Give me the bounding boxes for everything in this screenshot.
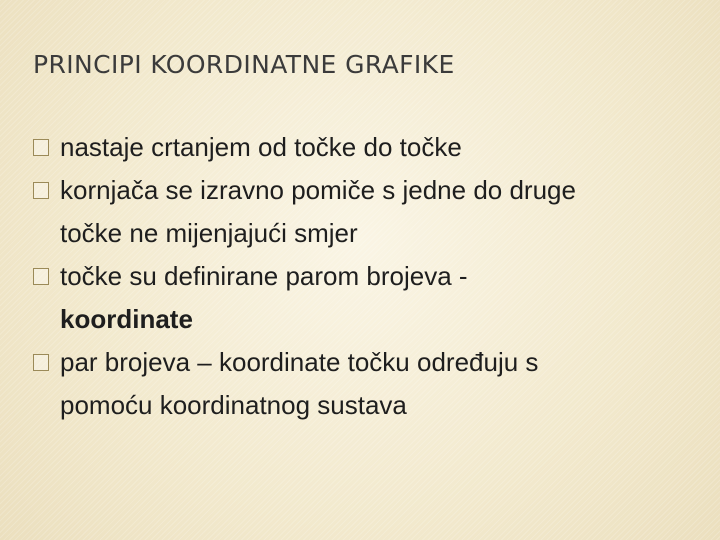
bullet-item xyxy=(33,341,703,427)
bullet-text-continuation: točke ne mijenjajući smjer xyxy=(60,218,358,248)
bullet-list xyxy=(33,126,703,427)
bullet-marker-icon xyxy=(33,354,49,371)
bullet-text: par brojeva – koordinate točku određuju s xyxy=(60,347,539,377)
bullet-text: točke su definirane parom brojeva - xyxy=(60,261,468,291)
bullet-item xyxy=(33,169,703,255)
bullet-text: kornjača se izravno pomiče s jedne do druge xyxy=(60,175,576,205)
bullet-text-emphasis: koordinate xyxy=(60,304,193,334)
bullet-text-continuation: pomoću koordinatnog sustava xyxy=(60,390,407,420)
bullet-marker-icon xyxy=(33,182,49,199)
bullet-item xyxy=(33,126,703,169)
bullet-marker-icon xyxy=(33,268,49,285)
slide-title: PRINCIPI KOORDINATNE GRAFIKE xyxy=(33,50,455,79)
bullet-item xyxy=(33,255,703,341)
bullet-text: nastaje crtanjem od točke do točke xyxy=(60,132,462,162)
bullet-marker-icon xyxy=(33,139,49,156)
